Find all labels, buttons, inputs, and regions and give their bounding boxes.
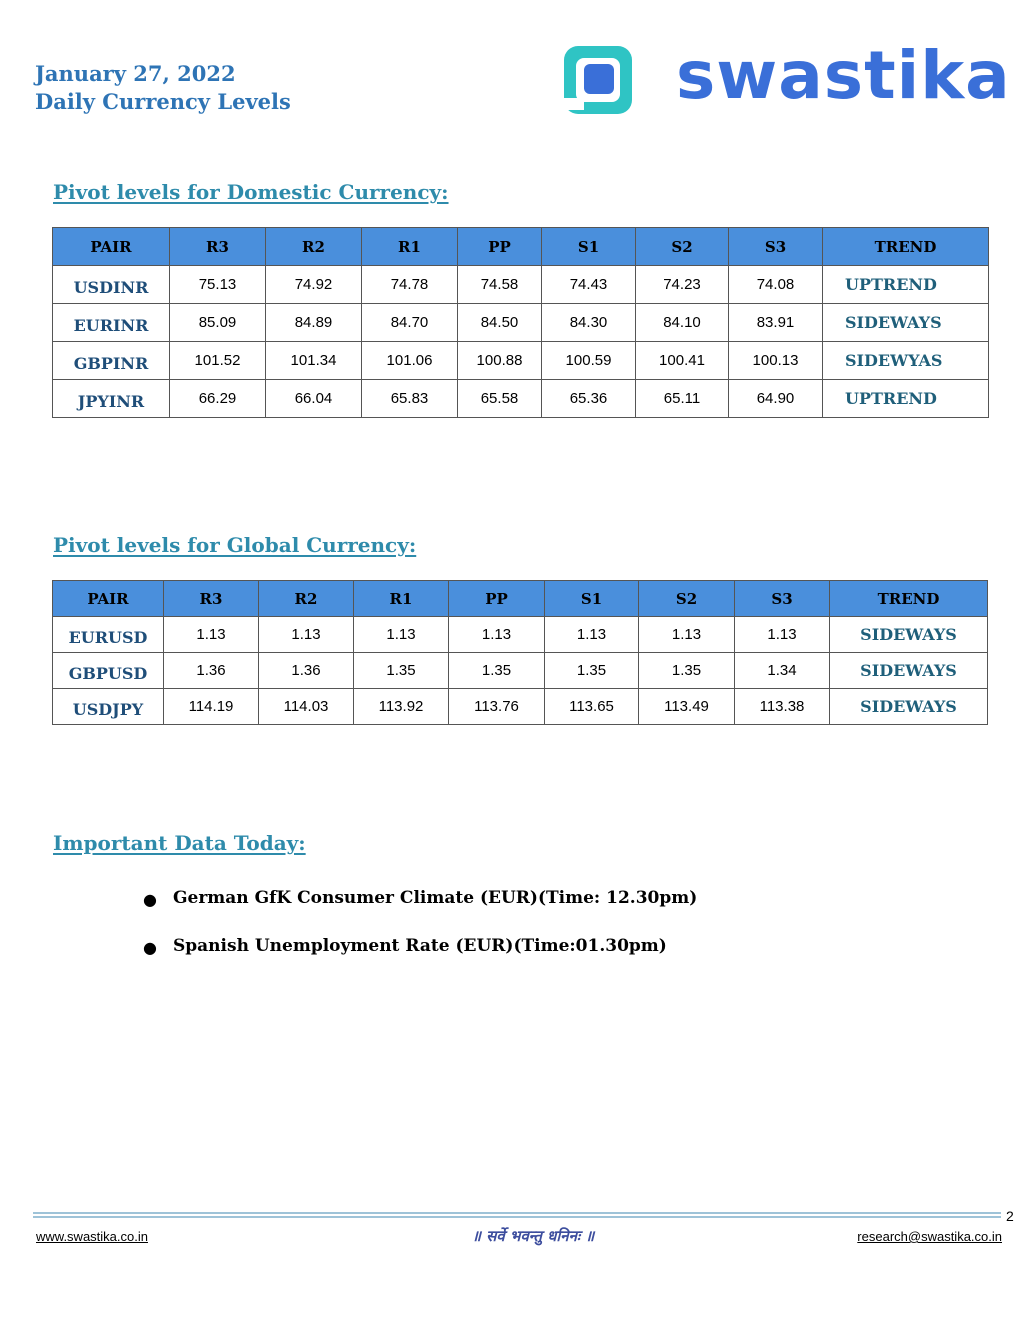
email-link[interactable]: research@swastika.co.in — [857, 1229, 1002, 1244]
column-header: S2 — [639, 581, 735, 617]
value-cell: 100.88 — [458, 342, 542, 380]
global-pivot-table — [52, 580, 988, 725]
value-cell: 65.58 — [458, 380, 542, 418]
value-cell: 74.58 — [458, 266, 542, 304]
pair-cell: JPYINR — [53, 380, 170, 418]
value-cell: 113.92 — [354, 689, 449, 725]
important-data-list — [143, 888, 697, 984]
table-row — [53, 342, 989, 380]
column-header: TREND — [830, 581, 988, 617]
trend-cell: SIDEWAYS — [830, 689, 988, 725]
list-item-text: German GfK Consumer Climate (EUR)(Time: 12.30pm) — [173, 888, 698, 908]
website-link[interactable]: www.swastika.co.in — [36, 1229, 148, 1244]
column-header: S2 — [636, 228, 729, 266]
value-cell: 1.35 — [354, 653, 449, 689]
pair-cell: USDINR — [53, 266, 170, 304]
value-cell: 65.11 — [636, 380, 729, 418]
pair-cell: GBPINR — [53, 342, 170, 380]
column-header: R2 — [266, 228, 362, 266]
trend-cell: SIDEWAYS — [823, 304, 989, 342]
report-date: January 27, 2022 — [35, 61, 236, 86]
value-cell: 1.34 — [735, 653, 830, 689]
column-header: PP — [449, 581, 545, 617]
column-header: TREND — [823, 228, 989, 266]
value-cell: 113.65 — [545, 689, 639, 725]
value-cell: 114.03 — [259, 689, 354, 725]
value-cell: 74.08 — [729, 266, 823, 304]
value-cell: 75.13 — [170, 266, 266, 304]
value-cell: 100.13 — [729, 342, 823, 380]
column-header: R1 — [354, 581, 449, 617]
report-subtitle: Daily Currency Levels — [35, 89, 291, 114]
pair-cell: EURINR — [53, 304, 170, 342]
trend-cell: SIDEWAYS — [830, 653, 988, 689]
bullet-icon: ● — [143, 938, 157, 957]
page-number: 2 — [1006, 1208, 1014, 1224]
swastika-logo — [560, 37, 1011, 120]
column-header: R3 — [170, 228, 266, 266]
value-cell: 74.78 — [362, 266, 458, 304]
trend-cell: UPTREND — [823, 266, 989, 304]
list-item — [143, 888, 697, 936]
footer-divider — [33, 1212, 1001, 1214]
value-cell: 84.50 — [458, 304, 542, 342]
important-heading: Important Data Today: — [53, 831, 306, 855]
value-cell: 74.92 — [266, 266, 362, 304]
table-header-row — [53, 581, 988, 617]
value-cell: 85.09 — [170, 304, 266, 342]
value-cell: 66.29 — [170, 380, 266, 418]
global-heading: Pivot levels for Global Currency: — [53, 533, 417, 557]
document-header — [35, 60, 291, 116]
column-header: S3 — [729, 228, 823, 266]
bullet-icon: ● — [143, 890, 157, 909]
value-cell: 113.76 — [449, 689, 545, 725]
column-header: S1 — [542, 228, 636, 266]
value-cell: 100.41 — [636, 342, 729, 380]
pair-cell: GBPUSD — [53, 653, 164, 689]
value-cell: 83.91 — [729, 304, 823, 342]
value-cell: 101.34 — [266, 342, 362, 380]
value-cell: 1.35 — [639, 653, 735, 689]
column-header: R3 — [164, 581, 259, 617]
value-cell: 65.83 — [362, 380, 458, 418]
value-cell: 84.30 — [542, 304, 636, 342]
column-header: PAIR — [53, 581, 164, 617]
domestic-heading: Pivot levels for Domestic Currency: — [53, 180, 449, 204]
pair-cell: EURUSD — [53, 617, 164, 653]
list-item — [143, 936, 697, 984]
value-cell: 113.49 — [639, 689, 735, 725]
trend-cell: SIDEWYAS — [823, 342, 989, 380]
value-cell: 1.13 — [735, 617, 830, 653]
value-cell: 74.23 — [636, 266, 729, 304]
value-cell: 1.35 — [449, 653, 545, 689]
value-cell: 114.19 — [164, 689, 259, 725]
value-cell: 101.06 — [362, 342, 458, 380]
value-cell: 1.36 — [164, 653, 259, 689]
value-cell: 65.36 — [542, 380, 636, 418]
table-row — [53, 304, 989, 342]
table-row — [53, 266, 989, 304]
column-header: S3 — [735, 581, 830, 617]
value-cell: 101.52 — [170, 342, 266, 380]
list-item-text: Spanish Unemployment Rate (EUR)(Time:01.30pm) — [173, 936, 667, 956]
value-cell: 74.43 — [542, 266, 636, 304]
table-header-row — [53, 228, 989, 266]
value-cell: 1.13 — [639, 617, 735, 653]
trend-cell: UPTREND — [823, 380, 989, 418]
logo-wordmark: swastika — [676, 37, 1011, 114]
value-cell: 1.13 — [259, 617, 354, 653]
value-cell: 84.89 — [266, 304, 362, 342]
column-header: PAIR — [53, 228, 170, 266]
column-header: R1 — [362, 228, 458, 266]
value-cell: 84.10 — [636, 304, 729, 342]
table-row — [53, 689, 988, 725]
value-cell: 1.13 — [449, 617, 545, 653]
trend-cell: SIDEWAYS — [830, 617, 988, 653]
value-cell: 113.38 — [735, 689, 830, 725]
value-cell: 1.35 — [545, 653, 639, 689]
value-cell: 66.04 — [266, 380, 362, 418]
table-row — [53, 380, 989, 418]
table-row — [53, 617, 988, 653]
column-header: PP — [458, 228, 542, 266]
value-cell: 1.13 — [164, 617, 259, 653]
pair-cell: USDJPY — [53, 689, 164, 725]
value-cell: 1.36 — [259, 653, 354, 689]
footer-divider — [33, 1216, 1001, 1218]
value-cell: 100.59 — [542, 342, 636, 380]
value-cell: 1.13 — [354, 617, 449, 653]
value-cell: 84.70 — [362, 304, 458, 342]
footer-motto: ॥ सर्वे भवन्तु धनिनः ॥ — [472, 1227, 595, 1245]
rounded-square-logo-icon — [562, 44, 634, 116]
domestic-pivot-table — [52, 227, 989, 418]
value-cell: 1.13 — [545, 617, 639, 653]
value-cell: 64.90 — [729, 380, 823, 418]
column-header: S1 — [545, 581, 639, 617]
table-row — [53, 653, 988, 689]
column-header: R2 — [259, 581, 354, 617]
